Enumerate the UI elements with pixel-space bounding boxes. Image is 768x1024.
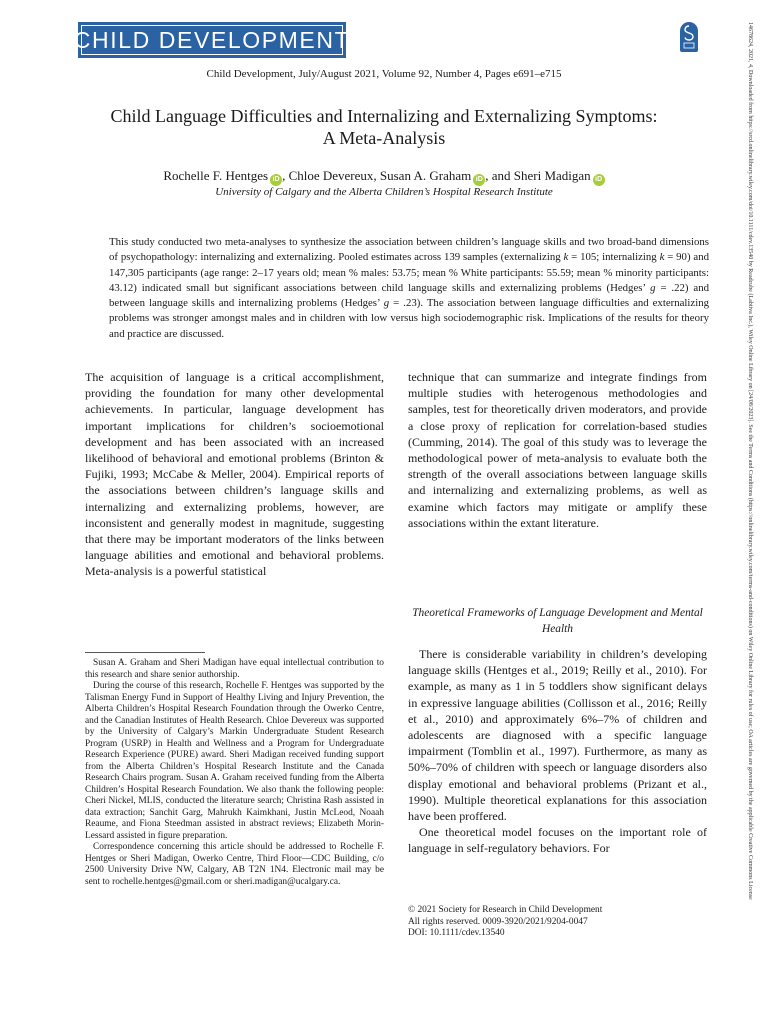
title-line-1: Child Language Difficulties and Internalizing and Externalizing Symptoms: [110, 106, 658, 126]
abstract-stat-symbol: g [383, 297, 390, 310]
abstract-text: = .22) and between language skills and internalizing problems (Hedges’ [109, 281, 709, 310]
footnote-divider [85, 652, 205, 653]
orcid-icon[interactable]: iD [270, 174, 282, 186]
body-column-right [408, 369, 707, 531]
srcd-logo-icon [680, 22, 698, 52]
footnote: Correspondence concerning this article should be addressed to Rochelle F. Hentges or Sheri Madigan, Owerko Centre, Third Floor—CDC Building, c/o 2500 University Drive NW, Calgary, AB T2N 1N4. Electronic mail may be sent to rochelle.hentges@gmail.com or sheri.madigan@ucalgary.ca. [85, 842, 384, 887]
abstract [109, 235, 709, 342]
author-list [40, 167, 728, 186]
copyright-line: All rights reserved. 0009-3920/2021/9204-0047 [408, 916, 588, 927]
footnote: Susan A. Graham and Sheri Madigan have equal intellectual contribution to this research and share senior authorship. [85, 658, 384, 680]
abstract-text: = 90) and 147,305 participants (age range: 2–17 years old; mean % males: 53.75; mean % White participants: 55.59; mean % minority participants: 43.12) indicated small but significant associations between child language skills and externalizing problems (Hedges’ [109, 251, 709, 294]
article-title [60, 105, 708, 149]
abstract-stat-symbol: g [650, 281, 656, 294]
author-name: , Chloe Devereux, Susan A. Graham [282, 168, 472, 183]
doi-line[interactable]: DOI: 10.1111/cdev.13540 [408, 928, 505, 938]
body-paragraph: There is considerable variability in children’s developing language skills (Hentges et al., 2019; Reilly et al., 2010). For example, as many as 1 in 5 toddlers show significant delays in expressive language abilities (Collisson et al., 2016; Reilly et al., 2010) and approximately 6%–7% of children and adolescents are diagnosed with a specific language impairment (Tomblin et al., 1997). Furthermore, as many as 50%–70% of children with speech or language disorders also display emotional and behavioral problems (Prizant et al., 1990). Multiple theoretical explanations for this association have been proffered. [408, 647, 707, 824]
copyright-line: © 2021 Society for Research in Child Development [408, 905, 603, 915]
orcid-icon[interactable]: iD [593, 174, 605, 186]
download-notice-text: 14678624, 2021, 4, Downloaded from https://srcd.onlinelibrary.wiley.com/doi/10.1111/cdev.13540 by Readcube (Labtiva Inc.), Wiley Online Library on [24/08/2023]. See the Terms and Conditions (https://onlinelibrary.wiley.com/terms-and-conditions) on Wiley Online Library for rules of use; OA articles are governed by the applicable Creative Commons License [747, 22, 753, 900]
body-paragraph: One theoretical model focuses on the important role of language in self-regulatory behaviors. For [408, 825, 707, 856]
journal-banner-text: CHILD DEVELOPMENT [81, 25, 343, 55]
abstract-text: This study conducted two meta-analyses to synthesize the association between children’s language skills and two broad-band dimensions of psychopathology: internalizing and externalizing. Pooled estimates across 139 samples (externalizing [109, 236, 709, 264]
footnote: During the course of this research, Rochelle F. Hentges was supported by the Talisman Energy Fund in Support of Healthy Living and Injury Prevention, the Alberta Children’s Hospital Research Foundation through the Owerko Centre, and the Canadian Institutes of Health Research. Chloe Devereux was supported by the University of Calgary’s Markin Undergraduate Student Research Program (USRP) in Health and Wellness and a Program for Undergraduate Research Experience (PURE) award. Sheri Madigan received funding support from the Alberta Children’s Hospital Research Institute and the Canada Research Chairs program. Susan A. Graham received funding from the Alberta Children’s Hospital Research Foundation. We also thank the following people: Cheri Nickel, MLIS, conducted the literature search; Christina Rash assisted in data extraction; Sanchit Garg, Mahrukh Kaimkhani, Justin McLeod, Noaah Reaume, and Fiona Steedman assisted in abstract reviews; Elizabeth Morin-Lessard assisted in figure preparation. [85, 681, 384, 841]
journal-citation: Child Development, July/August 2021, Volume 92, Number 4, Pages e691–e715 [206, 68, 562, 80]
body-column-right-continued [408, 646, 707, 857]
download-notice-sidebar [744, 22, 756, 1012]
orcid-icon[interactable]: iD [473, 174, 485, 186]
footnotes [85, 658, 384, 888]
body-paragraph: technique that can summarize and integrate findings from multiple studies with heterogenous methodologies and samples, test for theoretically driven moderators, and provide a close proxy of replication for correlation-based studies (Cumming, 2014). The goal of this study was to leverage the methodological power of meta-analysis to evaluate both the strength of the overall associations between language skills and internalizing and externalizing problems, as well as examine which factors may mitigate or amplify these associations within the extant literature. [408, 370, 707, 530]
section-heading: Theoretical Frameworks of Language Development and Mental Health [412, 607, 703, 635]
author-affiliation: University of Calgary and the Alberta Children’s Hospital Research Institute [215, 186, 553, 198]
abstract-stat-symbol: k [563, 251, 569, 264]
body-paragraph: The acquisition of language is a critical accomplishment, providing the foundation for many other developmental achievements. In particular, language development has important implications for children’s socioemotional development and has been associated with an increased likelihood of behavioral and emotional problems (Brinton & Fujiki, 1993; McCabe & Meller, 2004). Empirical reports of the associations between children’s language skills and internalizing and externalizing problems, however, are inconsistent and generally modest in magnitude, suggesting that there may be important moderators of the links between language abilities and emotional and behavioral problems. Meta-analysis is a powerful statistical [85, 370, 384, 579]
abstract-text: = 105; internalizing [568, 251, 660, 264]
abstract-text: = .23). The association between language difficulties and externalizing problems was stronger amongst males and in children with low versus high sociodemographic risk. Implications of the results for theory and practice are discussed. [109, 297, 709, 340]
journal-banner [73, 22, 351, 58]
author-name: , and Sheri Madigan [485, 168, 591, 183]
title-line-2: A Meta-Analysis [322, 128, 446, 148]
author-name: Rochelle F. Hentges [163, 168, 269, 183]
body-column-left [85, 369, 384, 580]
abstract-stat-symbol: k [659, 251, 665, 264]
copyright-block [408, 905, 707, 940]
